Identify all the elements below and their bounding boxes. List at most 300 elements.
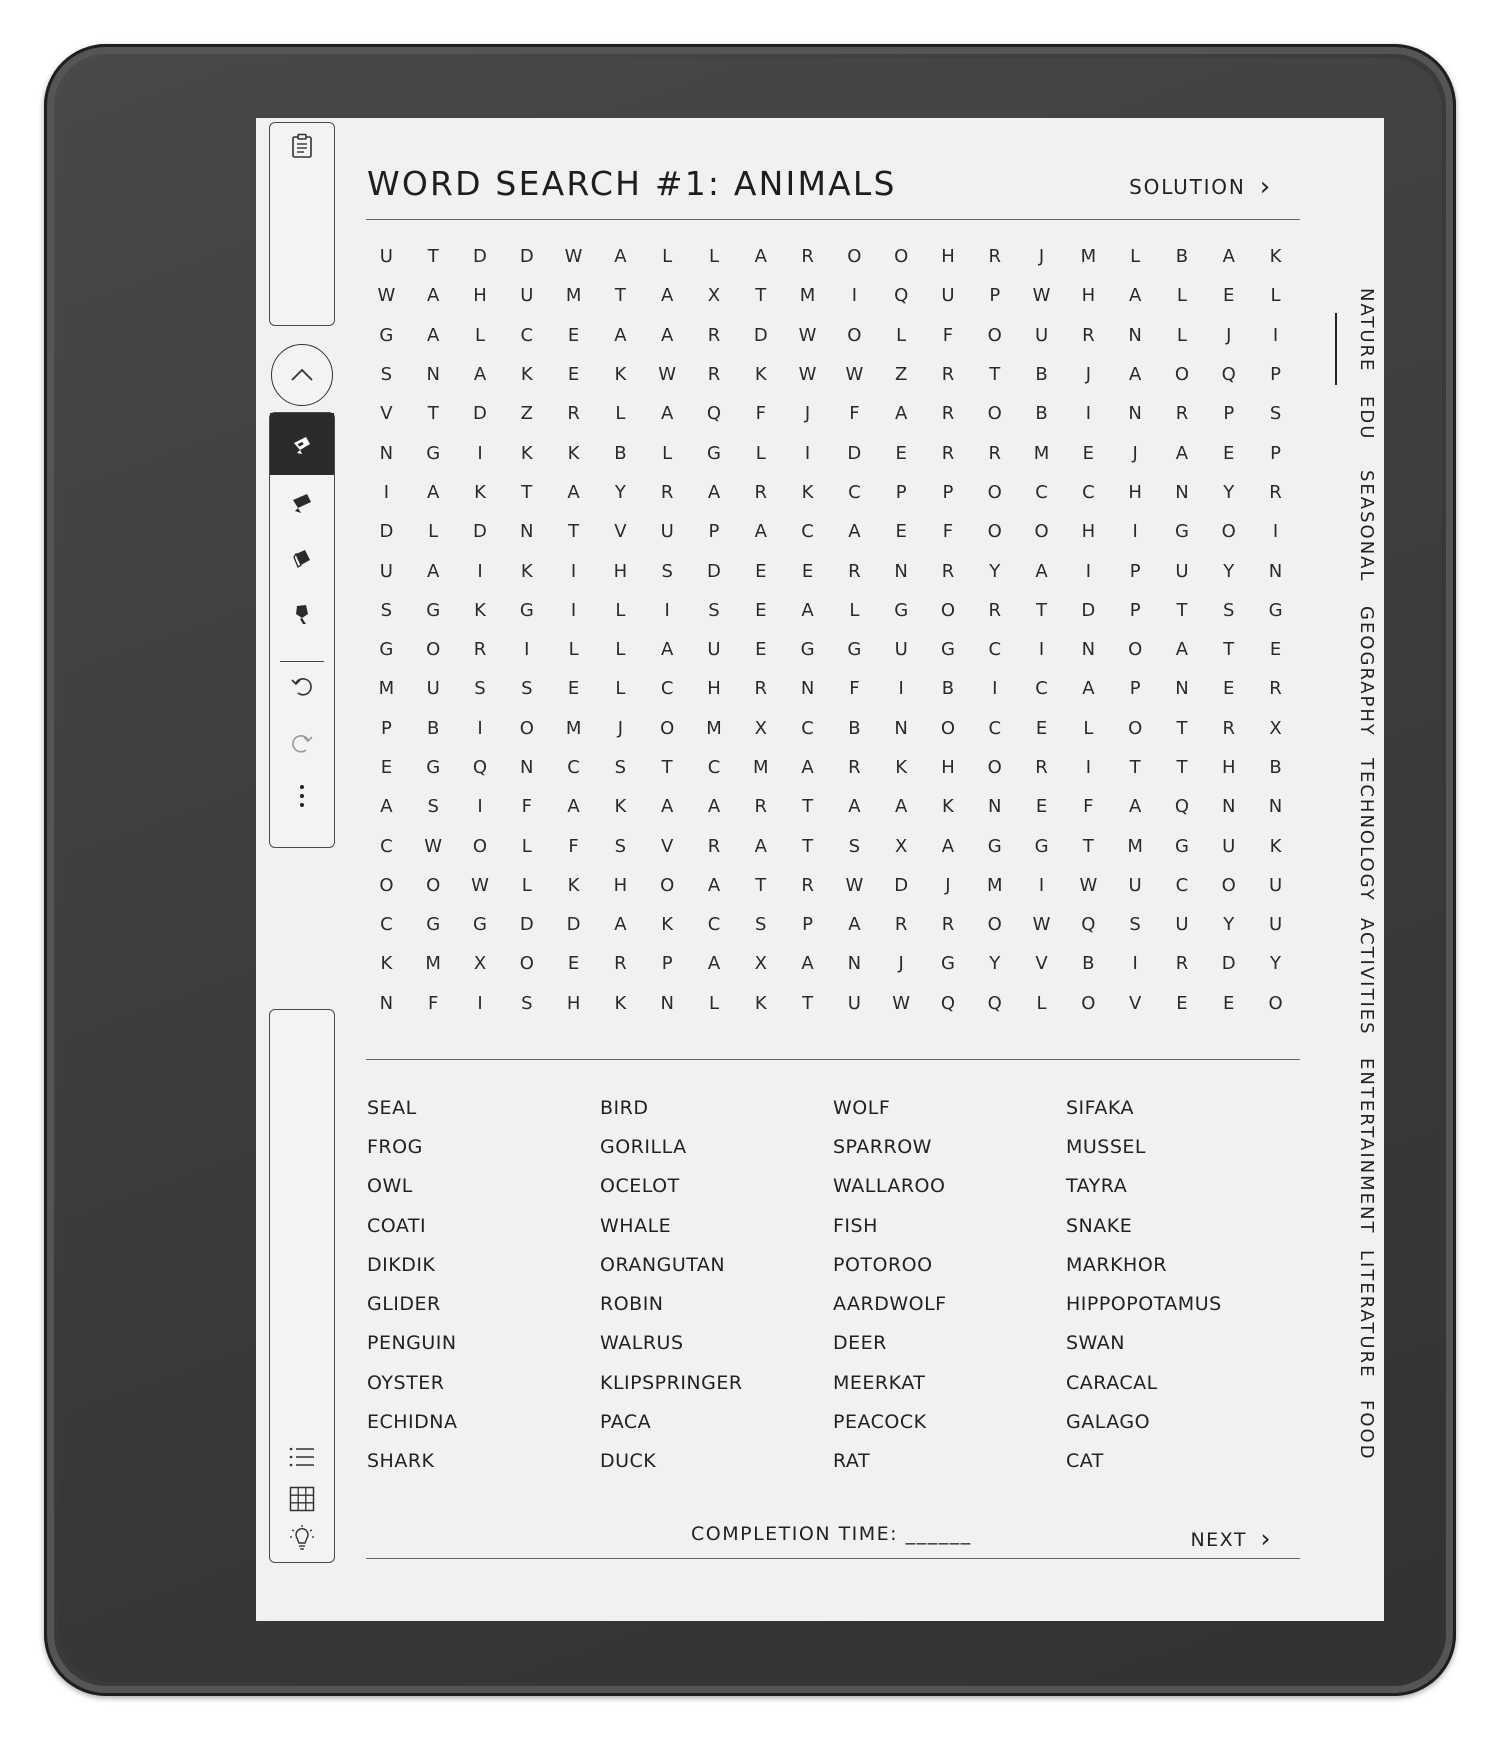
grid-letter[interactable]: K [520, 560, 533, 582]
grid-letter[interactable]: W [471, 874, 489, 896]
grid-letter[interactable]: A [380, 796, 393, 818]
grid-letter[interactable]: U [1034, 324, 1049, 346]
tab-food[interactable]: FOOD [1356, 1400, 1377, 1461]
grid-letter[interactable]: H [941, 246, 955, 268]
grid-letter[interactable]: T [989, 364, 1001, 386]
grid-letter[interactable]: R [988, 442, 1002, 464]
grid-letter[interactable]: L [662, 442, 673, 464]
grid-letter[interactable]: P [380, 717, 392, 739]
hint-button[interactable] [270, 1524, 334, 1552]
grid-letter[interactable]: D [1081, 599, 1096, 621]
grid-letter[interactable]: G [987, 835, 1002, 857]
grid-letter[interactable]: S [661, 560, 673, 582]
grid-letter[interactable]: A [614, 324, 627, 346]
grid-letter[interactable]: N [1081, 639, 1096, 661]
grid-letter[interactable]: T [802, 835, 814, 857]
grid-letter[interactable]: G [1268, 599, 1283, 621]
grid-letter[interactable]: R [988, 246, 1002, 268]
grid-letter[interactable]: F [942, 521, 954, 543]
grid-letter[interactable]: E [567, 953, 580, 975]
grid-letter[interactable]: O [1034, 521, 1049, 543]
grid-letter[interactable]: O [1081, 992, 1096, 1014]
grid-letter[interactable]: Y [1223, 914, 1235, 936]
grid-letter[interactable]: L [1176, 285, 1187, 307]
grid-letter[interactable]: A [614, 246, 627, 268]
grid-letter[interactable]: E [567, 364, 580, 386]
grid-letter[interactable]: J [898, 953, 904, 975]
grid-letter[interactable]: B [614, 442, 627, 464]
grid-letter[interactable]: I [1085, 757, 1091, 778]
grid-letter[interactable]: X [1269, 717, 1282, 739]
grid-letter[interactable]: R [1269, 678, 1282, 700]
grid-letter[interactable]: Q [987, 992, 1002, 1014]
grid-letter[interactable]: P [1223, 403, 1235, 425]
grid-letter[interactable]: A [427, 285, 440, 307]
grid-letter[interactable]: H [707, 678, 721, 700]
tab-literature[interactable]: LITERATURE [1356, 1250, 1377, 1379]
grid-letter[interactable]: A [567, 481, 580, 503]
grid-letter[interactable]: O [894, 246, 909, 268]
grid-letter[interactable]: K [801, 481, 814, 503]
grid-letter[interactable]: T [614, 285, 626, 307]
grid-letter[interactable]: Y [1223, 560, 1235, 582]
marker-tool-button[interactable] [270, 489, 334, 515]
grid-letter[interactable]: A [661, 324, 674, 346]
grid-letter[interactable]: A [848, 521, 861, 543]
brush-tool-button[interactable] [270, 601, 334, 627]
grid-letter[interactable]: W [845, 874, 864, 896]
grid-letter[interactable]: E [755, 560, 767, 582]
grid-letter[interactable]: R [1175, 403, 1189, 425]
grid-letter[interactable]: D [379, 521, 394, 543]
grid-letter[interactable]: A [801, 953, 814, 975]
grid-letter[interactable]: I [1038, 639, 1045, 661]
grid-letter[interactable]: O [519, 953, 534, 975]
grid-letter[interactable]: A [661, 639, 674, 661]
grid-letter[interactable]: M [753, 757, 769, 778]
grid-letter[interactable]: N [1175, 481, 1189, 503]
grid-letter[interactable]: K [520, 442, 533, 464]
grid-letter[interactable]: P [1129, 678, 1141, 700]
grid-letter[interactable]: N [894, 560, 908, 582]
grid-letter[interactable]: T [568, 521, 580, 543]
grid-letter[interactable]: O [987, 914, 1002, 936]
grid-letter[interactable]: I [477, 717, 483, 739]
grid-letter[interactable]: R [754, 481, 768, 503]
tab-nature[interactable]: NATURE [1356, 288, 1377, 373]
grid-letter[interactable]: N [1128, 403, 1142, 425]
grid-letter[interactable]: P [1270, 364, 1281, 386]
grid-letter[interactable]: Y [989, 560, 1001, 582]
grid-letter[interactable]: R [941, 560, 955, 582]
grid-letter[interactable]: E [567, 678, 580, 700]
grid-letter[interactable]: Z [520, 403, 533, 425]
grid-letter[interactable]: M [378, 678, 395, 700]
grid-letter[interactable]: J [617, 717, 624, 739]
grid-letter[interactable]: T [1036, 599, 1048, 621]
grid-letter[interactable]: S [474, 678, 486, 700]
grid-letter[interactable]: S [614, 835, 627, 857]
grid-letter[interactable]: U [894, 639, 908, 661]
redo-button[interactable] [270, 729, 334, 755]
grid-letter[interactable]: D [566, 914, 581, 936]
grid-letter[interactable]: N [1268, 560, 1283, 582]
grid-letter[interactable]: E [1223, 678, 1235, 700]
grid-letter[interactable]: H [1081, 521, 1096, 543]
grid-letter[interactable]: R [941, 914, 955, 936]
grid-letter[interactable]: F [428, 992, 439, 1014]
grid-letter[interactable]: O [660, 874, 675, 896]
grid-letter[interactable]: U [379, 560, 393, 582]
grid-letter[interactable]: C [988, 639, 1002, 661]
grid-letter[interactable]: A [1175, 639, 1189, 661]
grid-letter[interactable]: E [895, 521, 907, 543]
grid-letter[interactable]: O [987, 757, 1002, 778]
grid-letter[interactable]: R [473, 639, 487, 661]
grid-letter[interactable]: G [426, 914, 441, 936]
grid-letter[interactable]: O [1221, 874, 1236, 896]
grid-letter[interactable]: K [661, 914, 674, 936]
grid-letter[interactable]: X [754, 953, 767, 975]
grid-letter[interactable]: D [753, 324, 768, 346]
grid-letter[interactable]: I [1038, 874, 1045, 896]
grid-letter[interactable]: I [477, 992, 483, 1014]
grid-letter[interactable]: C [380, 914, 393, 936]
grid-letter[interactable]: J [804, 403, 811, 425]
grid-letter[interactable]: N [1128, 324, 1142, 346]
grid-letter[interactable]: H [613, 874, 628, 896]
grid-letter[interactable]: A [754, 835, 767, 857]
grid-letter[interactable]: I [1132, 953, 1138, 975]
grid-letter[interactable]: A [427, 560, 440, 582]
grid-letter[interactable]: W [798, 324, 817, 346]
grid-letter[interactable]: L [1176, 324, 1187, 346]
grid-letter[interactable]: U [941, 285, 955, 307]
grid-letter[interactable]: O [847, 324, 862, 346]
grid-letter[interactable]: L [1036, 992, 1047, 1014]
grid-letter[interactable]: A [614, 914, 627, 936]
grid-letter[interactable]: S [380, 599, 393, 621]
grid-letter[interactable]: O [940, 717, 956, 739]
grid-letter[interactable]: A [1128, 796, 1142, 818]
grid-letter[interactable]: T [755, 874, 767, 896]
grid-letter[interactable]: X [473, 953, 487, 975]
grid-letter[interactable]: M [706, 717, 722, 739]
grid-letter[interactable]: W [377, 285, 396, 307]
grid-letter[interactable]: I [1085, 560, 1091, 582]
grid-letter[interactable]: F [849, 403, 860, 425]
grid-letter[interactable]: R [801, 874, 814, 896]
grid-letter[interactable]: T [755, 285, 767, 307]
grid-letter[interactable]: I [570, 599, 577, 621]
grid-letter[interactable]: G [1174, 835, 1189, 857]
grid-letter[interactable]: A [941, 835, 955, 857]
grid-letter[interactable]: E [1035, 717, 1048, 739]
grid-letter[interactable]: A [801, 599, 814, 621]
grid-letter[interactable]: A [427, 324, 440, 346]
grid-letter[interactable]: E [801, 560, 814, 582]
grid-letter[interactable]: C [801, 717, 814, 739]
grid-letter[interactable]: A [1128, 364, 1142, 386]
grid-letter[interactable]: P [1129, 560, 1141, 582]
grid-letter[interactable]: R [941, 364, 955, 386]
grid-letter[interactable]: Q [706, 403, 722, 425]
grid-letter[interactable]: M [1127, 835, 1143, 857]
grid-letter[interactable]: L [1270, 285, 1281, 307]
grid-letter[interactable]: R [1175, 953, 1189, 975]
grid-letter[interactable]: O [426, 639, 441, 661]
grid-letter[interactable]: I [1085, 403, 1091, 425]
grid-letter[interactable]: H [1221, 757, 1236, 778]
grid-letter[interactable]: I [1272, 521, 1279, 543]
grid-letter[interactable]: C [1175, 874, 1189, 896]
grid-letter[interactable]: U [1175, 914, 1189, 936]
grid-letter[interactable]: A [427, 481, 440, 503]
grid-letter[interactable]: F [755, 403, 766, 425]
grid-letter[interactable]: R [567, 403, 580, 425]
grid-letter[interactable]: A [1128, 285, 1142, 307]
grid-letter[interactable]: W [1032, 914, 1051, 936]
grid-letter[interactable]: R [941, 442, 955, 464]
grid-letter[interactable]: W [1032, 285, 1051, 307]
grid-letter[interactable]: M [565, 285, 582, 307]
grid-letter[interactable]: W [845, 364, 864, 386]
grid-letter[interactable]: A [1082, 678, 1095, 700]
grid-letter[interactable]: S [1129, 914, 1141, 936]
grid-letter[interactable]: R [660, 481, 674, 503]
grid-letter[interactable]: G [519, 599, 534, 621]
grid-letter[interactable]: R [1035, 757, 1048, 778]
grid-letter[interactable]: P [942, 481, 954, 503]
grid-letter[interactable]: A [848, 914, 861, 936]
grid-letter[interactable]: C [988, 717, 1002, 739]
grid-letter[interactable]: O [660, 717, 675, 739]
grid-letter[interactable]: S [614, 757, 627, 778]
grid-letter[interactable]: T [661, 757, 673, 778]
grid-letter[interactable]: R [614, 953, 627, 975]
grid-letter[interactable]: O [472, 835, 488, 857]
grid-letter[interactable]: S [521, 678, 533, 700]
grid-letter[interactable]: C [707, 757, 721, 778]
grid-letter[interactable]: N [894, 717, 908, 739]
grid-letter[interactable]: G [894, 599, 909, 621]
grid-letter[interactable]: D [519, 914, 534, 936]
grid-letter[interactable]: T [1082, 835, 1094, 857]
grid-letter[interactable]: N [660, 992, 674, 1014]
grid-letter[interactable]: V [380, 403, 393, 425]
grid-letter[interactable]: S [1269, 403, 1282, 425]
grid-letter[interactable]: T [521, 481, 533, 503]
grid-letter[interactable]: N [1222, 796, 1236, 818]
grid-letter[interactable]: K [520, 364, 533, 386]
grid-letter[interactable]: N [988, 796, 1002, 818]
grid-letter[interactable]: I [477, 560, 483, 582]
grid-letter[interactable]: R [707, 364, 721, 386]
grid-letter[interactable]: V [614, 521, 627, 543]
grid-letter[interactable]: Z [894, 364, 908, 386]
grid-letter[interactable]: K [942, 796, 954, 818]
grid-letter[interactable]: Q [1081, 914, 1096, 936]
clipboard-icon[interactable] [270, 133, 334, 159]
grid-letter[interactable]: P [895, 481, 907, 503]
grid-letter[interactable]: I [804, 442, 811, 464]
grid-letter[interactable]: K [474, 599, 486, 621]
grid-letter[interactable]: E [380, 757, 393, 778]
grid-letter[interactable]: U [847, 992, 861, 1014]
grid-letter[interactable]: D [707, 560, 721, 582]
grid-letter[interactable]: C [660, 678, 674, 700]
grid-letter[interactable]: V [1035, 953, 1048, 975]
grid-letter[interactable]: F [521, 796, 532, 818]
grid-letter[interactable]: L [1083, 717, 1094, 739]
grid-letter[interactable]: P [802, 914, 813, 936]
grid-letter[interactable]: E [567, 324, 580, 346]
grid-letter[interactable]: G [379, 639, 394, 661]
grid-letter[interactable]: L [615, 639, 626, 661]
tab-seasonal[interactable]: SEASONAL [1356, 470, 1377, 583]
grid-letter[interactable]: S [427, 796, 439, 818]
grid-letter[interactable]: J [1038, 246, 1045, 268]
grid-letter[interactable]: T [1176, 717, 1188, 739]
grid-letter[interactable]: R [988, 599, 1002, 621]
grid-letter[interactable]: E [1176, 992, 1188, 1014]
grid-letter[interactable]: G [379, 324, 394, 346]
grid-letter[interactable]: N [800, 678, 815, 700]
grid-letter[interactable]: S [708, 599, 720, 621]
grid-letter[interactable]: G [426, 757, 441, 778]
grid-letter[interactable]: L [428, 521, 439, 543]
grid-letter[interactable]: N [379, 442, 394, 464]
grid-letter[interactable]: W [564, 246, 583, 268]
grid-letter[interactable]: N [847, 953, 862, 975]
grid-letter[interactable]: R [1269, 481, 1282, 503]
grid-letter[interactable]: D [473, 246, 487, 268]
grid-letter[interactable]: A [707, 796, 721, 818]
grid-letter[interactable]: G [940, 953, 955, 975]
grid-letter[interactable]: U [1222, 835, 1236, 857]
grid-letter[interactable]: U [1268, 914, 1283, 936]
grid-letter[interactable]: K [474, 481, 486, 503]
grid-letter[interactable]: L [1130, 246, 1141, 268]
grid-letter[interactable]: L [849, 599, 860, 621]
grid-letter[interactable]: L [568, 639, 579, 661]
grid-letter[interactable]: M [565, 717, 582, 739]
grid-letter[interactable]: E [755, 639, 767, 661]
grid-letter[interactable]: R [707, 835, 721, 857]
grid-letter[interactable]: L [662, 246, 673, 268]
grid-letter[interactable]: A [1222, 246, 1235, 268]
grid-letter[interactable]: I [570, 560, 577, 582]
grid-letter[interactable]: F [568, 835, 579, 857]
grid-letter[interactable]: H [1128, 481, 1142, 503]
grid-letter[interactable]: Y [614, 481, 626, 503]
grid-letter[interactable]: B [1035, 403, 1048, 425]
grid-letter[interactable]: B [1082, 953, 1095, 975]
grid-letter[interactable]: U [426, 678, 440, 700]
grid-letter[interactable]: S [380, 364, 393, 386]
grid-letter[interactable]: O [987, 324, 1002, 346]
grid-letter[interactable]: Q [894, 285, 909, 307]
grid-letter[interactable]: M [1080, 246, 1097, 268]
grid-letter[interactable]: C [848, 481, 861, 503]
grid-letter[interactable]: O [1268, 992, 1283, 1014]
grid-letter[interactable]: W [1079, 874, 1098, 896]
grid-letter[interactable]: I [664, 599, 670, 621]
grid-letter[interactable]: I [1132, 521, 1138, 543]
grid-letter[interactable]: A [567, 796, 580, 818]
grid-letter[interactable]: U [707, 639, 721, 661]
grid-letter[interactable]: K [567, 442, 580, 464]
grid-letter[interactable]: J [945, 874, 951, 896]
grid-letter[interactable]: G [800, 639, 815, 661]
grid-letter[interactable]: K [614, 796, 627, 818]
grid-letter[interactable]: C [520, 324, 534, 346]
grid-letter[interactable]: A [895, 403, 908, 425]
tab-technology[interactable]: TECHNOLOGY [1356, 758, 1377, 902]
tab-entertainment[interactable]: ENTERTAINMENT [1356, 1058, 1377, 1235]
grid-letter[interactable]: G [473, 914, 487, 936]
grid-letter[interactable]: V [1128, 992, 1142, 1014]
grid-letter[interactable]: D [473, 521, 487, 543]
grid-letter[interactable]: T [1176, 757, 1188, 778]
grid-letter[interactable]: Y [1270, 953, 1282, 975]
grid-letter[interactable]: R [754, 678, 768, 700]
grid-letter[interactable]: V [661, 835, 674, 857]
grid-letter[interactable]: T [427, 403, 439, 425]
grid-letter[interactable]: C [380, 835, 393, 857]
grid-letter[interactable]: A [707, 874, 721, 896]
grid-letter[interactable]: L [521, 874, 532, 896]
grid-letter[interactable]: K [754, 992, 767, 1014]
grid-letter[interactable]: R [707, 324, 721, 346]
grid-letter[interactable]: O [1174, 364, 1190, 386]
grid-letter[interactable]: B [1269, 757, 1282, 778]
grid-letter[interactable]: L [708, 246, 719, 268]
grid-letter[interactable]: L [474, 324, 485, 346]
grid-letter[interactable]: O [987, 403, 1002, 425]
grid-letter[interactable]: O [1128, 717, 1143, 739]
grid-letter[interactable]: A [1035, 560, 1048, 582]
grid-letter[interactable]: L [896, 324, 907, 346]
grid-letter[interactable]: M [799, 285, 816, 307]
grid-letter[interactable]: P [1270, 442, 1281, 464]
grid-letter[interactable]: O [379, 874, 394, 896]
grid-letter[interactable]: O [987, 481, 1002, 503]
tab-activities[interactable]: ACTIVITIES [1356, 918, 1377, 1036]
grid-letter[interactable]: A [473, 364, 487, 386]
grid-letter[interactable]: B [848, 717, 861, 739]
grid-letter[interactable]: I [1272, 324, 1279, 346]
grid-letter[interactable]: H [566, 992, 581, 1014]
grid-letter[interactable]: A [848, 796, 861, 818]
tab-geography[interactable]: GEOGRAPHY [1356, 606, 1377, 737]
grid-letter[interactable]: W [798, 364, 817, 386]
grid-letter[interactable]: R [754, 796, 768, 818]
grid-letter[interactable]: Q [940, 992, 956, 1014]
grid-letter[interactable]: Q [472, 757, 488, 778]
grid-letter[interactable]: P [1129, 599, 1141, 621]
grid-letter[interactable]: O [519, 717, 534, 739]
grid-letter[interactable]: O [1128, 639, 1143, 661]
grid-letter[interactable]: E [895, 442, 907, 464]
grid-letter[interactable]: I [383, 481, 390, 503]
grid-letter[interactable]: A [754, 246, 767, 268]
grid-letter[interactable]: U [1268, 874, 1283, 896]
grid-letter[interactable]: S [521, 992, 533, 1014]
grid-letter[interactable]: L [708, 992, 719, 1014]
grid-letter[interactable]: P [989, 285, 1001, 307]
grid-letter[interactable]: Y [989, 953, 1001, 975]
